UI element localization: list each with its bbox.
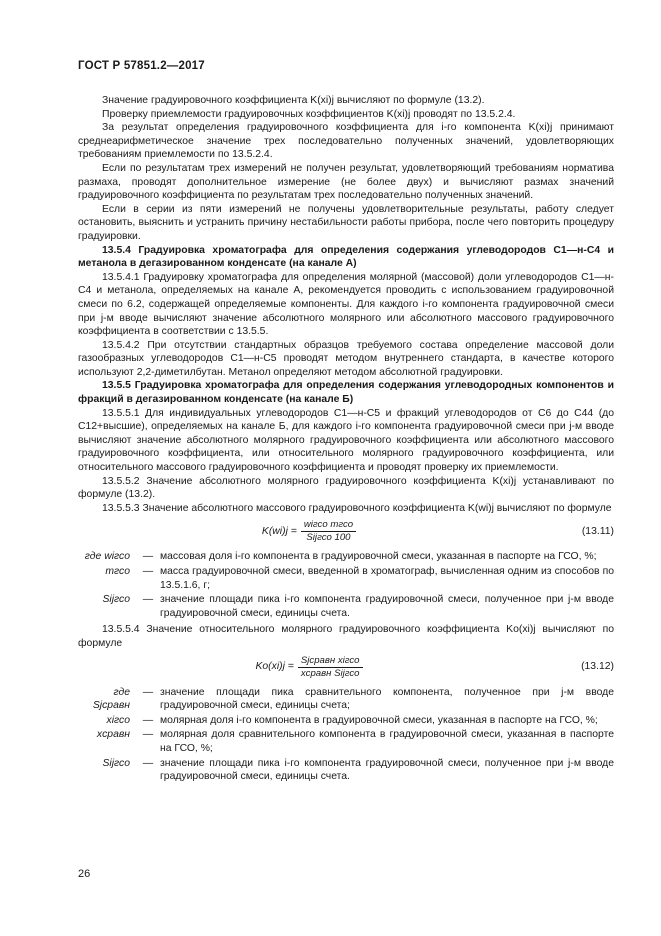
- formula-body: [78, 519, 544, 544]
- legend-symbol: Sijгсо: [102, 757, 130, 769]
- legend-symbol: где wiгсо: [84, 551, 130, 563]
- legend-symbol: Sijгсо: [102, 594, 130, 606]
- document-header: ГОСТ Р 57851.2—2017: [78, 60, 205, 72]
- paragraph: 13.5.5.3 Значение абсолютного массового градуировочного коэффициента K(wi)j вычисляют по формуле: [102, 502, 612, 514]
- paragraph: За результат определения градуировочного коэффициента для i-го компонента K(xi)j принимают среднеарифметическое значение трех последовательно полученных значений, удовлетворяющих требованиям приемлемости по 13.5.2.4.: [78, 122, 614, 161]
- legend-symbol: xсравн: [96, 729, 130, 741]
- paragraph: Значение градуировочного коэффициента K(xi)j вычисляют по формуле (13.2).: [102, 95, 485, 106]
- formula-lhs: K(wi)j =: [261, 526, 297, 538]
- formula-13-11-legend: где wiгсо — массовая доля i-го компонента в градуировочной смеси, указанная в паспорте на ГСО, %; mгсо — масса градуировочной смеси, введенной в хроматограф, вычисленная одним из способов по 13.5.1.6, г; Sijгсо — значение площади пика i-го компонента градуировочной смеси, полученное при j-м вводе градуировочной смеси, единицы счета.: [78, 550, 614, 621]
- formula-denominator: xсравн Sijгсо: [300, 667, 360, 679]
- formula-13-11: [78, 519, 614, 544]
- formula-fraction: [298, 655, 363, 680]
- page-number: 26: [78, 868, 91, 880]
- legend-description: значение площади пика i-го компонента градуировочной смеси, полученное при j-м вводе градуировочной смеси, единицы счета.: [160, 594, 614, 619]
- formula-numerator: wiгсо mгсо: [301, 519, 356, 532]
- paragraph: 13.5.5.2 Значение абсолютного молярного градуировочного коэффициента K(xi)j устанавливают по формуле (13.2).: [78, 475, 614, 501]
- formula-lhs: Ko(xi)j =: [255, 661, 294, 673]
- formula-number: (13.11): [581, 526, 614, 538]
- legend-symbol: где Sjсравн: [92, 686, 130, 712]
- paragraph: 13.5.4.2 При отсутствии стандартных образцов требуемого состава определение массовой доли газообразных углеводородов C1—н-C5 проводят методом внутреннего стандарта, в качестве которого используют 2,2-диметилбутан. Метанол определяют методом абсолютной градуировки.: [78, 339, 614, 378]
- formula-body: [78, 655, 544, 680]
- legend-description: молярная доля i-го компонента в градуировочной смеси, указанная в паспорте на ГСО, %;: [160, 714, 598, 726]
- legend-symbol: mгсо: [105, 566, 130, 577]
- legend-description: значение площади пика i-го компонента градуировочной смеси, полученное при j-м вводе градуировочной смеси, единицы счета.: [160, 757, 614, 783]
- section-heading-13-5-4: 13.5.4 Градуировка хроматографа для определения содержания углеводородов C1—н-C4 и метанола в дегазированном конденсате (на канале А): [78, 244, 614, 270]
- section-heading-13-5-5: 13.5.5 Градуировка хроматографа для определения содержания углеводородных компонентов и фракций в дегазированном конденсате (на канале Б): [78, 380, 614, 406]
- formula-13-12-legend: где Sjсравн — значение площади пика сравнительного компонента, полученное при j-м вводе градуировочной смеси, единицы счета; xiгсо — молярная доля i-го компонента в градуировочной смеси, указанная в паспорте на ГСО, %; xсравн — молярная доля сравнительного компонента в градуировочной смеси, указанная в паспорте на ГСО, %; Sijгсо — значение площади пика i-го компонента градуировочной смеси, полученное при j-м вводе градуировочной смеси, единицы счета.: [78, 686, 614, 785]
- legend-symbol: xiгсо: [106, 714, 130, 726]
- paragraph: 13.5.5.1 Для индивидуальных углеводородов C1—н-C5 и фракций углеводородов от C6 до C44 (до C12+высшие), определяемых на канале Б, для каждого i-го компонента градуировочной смеси при j-м вводе вычисляют значение абсолютного молярного градуировочного коэффициента или абсолютного массового градуировочного коэффициента, или относительного молярного градуировочного коэффициента, или относительного массового градуировочного коэффициента и проводят проверку их приемлемости.: [78, 407, 614, 474]
- paragraph: Если по результатам трех измерений не получен результат, удовлетворяющий требованиям норматива размаха, проводят дополнительное измерение (не более двух) и вычисляют размах значений градуировочного коэффициента по результатам трех последовательно полученных значений.: [78, 162, 614, 202]
- legend-description: молярная доля сравнительного компонента в градуировочной смеси, указанная в паспорте на ГСО, %;: [160, 729, 614, 754]
- paragraph: 13.5.5.4 Значение относительного молярного градуировочного коэффициента Ko(xi)j вычисляют по формуле: [78, 624, 614, 649]
- legend-description: значение площади пика сравнительного компонента, полученное при j-м вводе градуировочной смеси, единицы счета;: [160, 686, 614, 712]
- document-body: [78, 94, 614, 787]
- legend-description: масса градуировочной смеси, введенной в хроматограф, вычисленная одним из способов по 13.5.1.6, г;: [160, 566, 614, 591]
- paragraph: Проверку приемлемости градуировочных коэффициентов K(xi)j проводят по 13.5.2.4.: [102, 108, 516, 120]
- legend-description: массовая доля i-го компонента в градуировочной смеси, указанная в паспорте на ГСО, %;: [160, 551, 597, 563]
- formula-fraction: [301, 519, 356, 544]
- formula-numerator: Sjсравн xiгсо: [298, 655, 363, 668]
- paragraph: 13.5.4.1 Градуировку хроматографа для определения молярной (массовой) доли углеводородов C1—н-C4 и метанола, определяемых на канале А, рекомендуется проводить с использованием градуировочной смеси по 6.2, содержащей определяемые компоненты. Для каждого i-го компонента градуировочной смеси при j-м вводе вычисляют значение абсолютного молярного или абсолютного массового градуировочного коэффициента в соответствии с 13.5.5.: [78, 271, 614, 338]
- formula-number: (13.12): [581, 661, 614, 673]
- formula-13-12: [78, 655, 614, 680]
- formula-denominator: Sijгсо 100: [306, 532, 351, 544]
- paragraph: Если в серии из пяти измерений не получены удовлетворительные результаты, работу следует остановить, выяснить и устранить причину нестабильности работы прибора, после чего повторить процедуру градуировки.: [78, 203, 614, 242]
